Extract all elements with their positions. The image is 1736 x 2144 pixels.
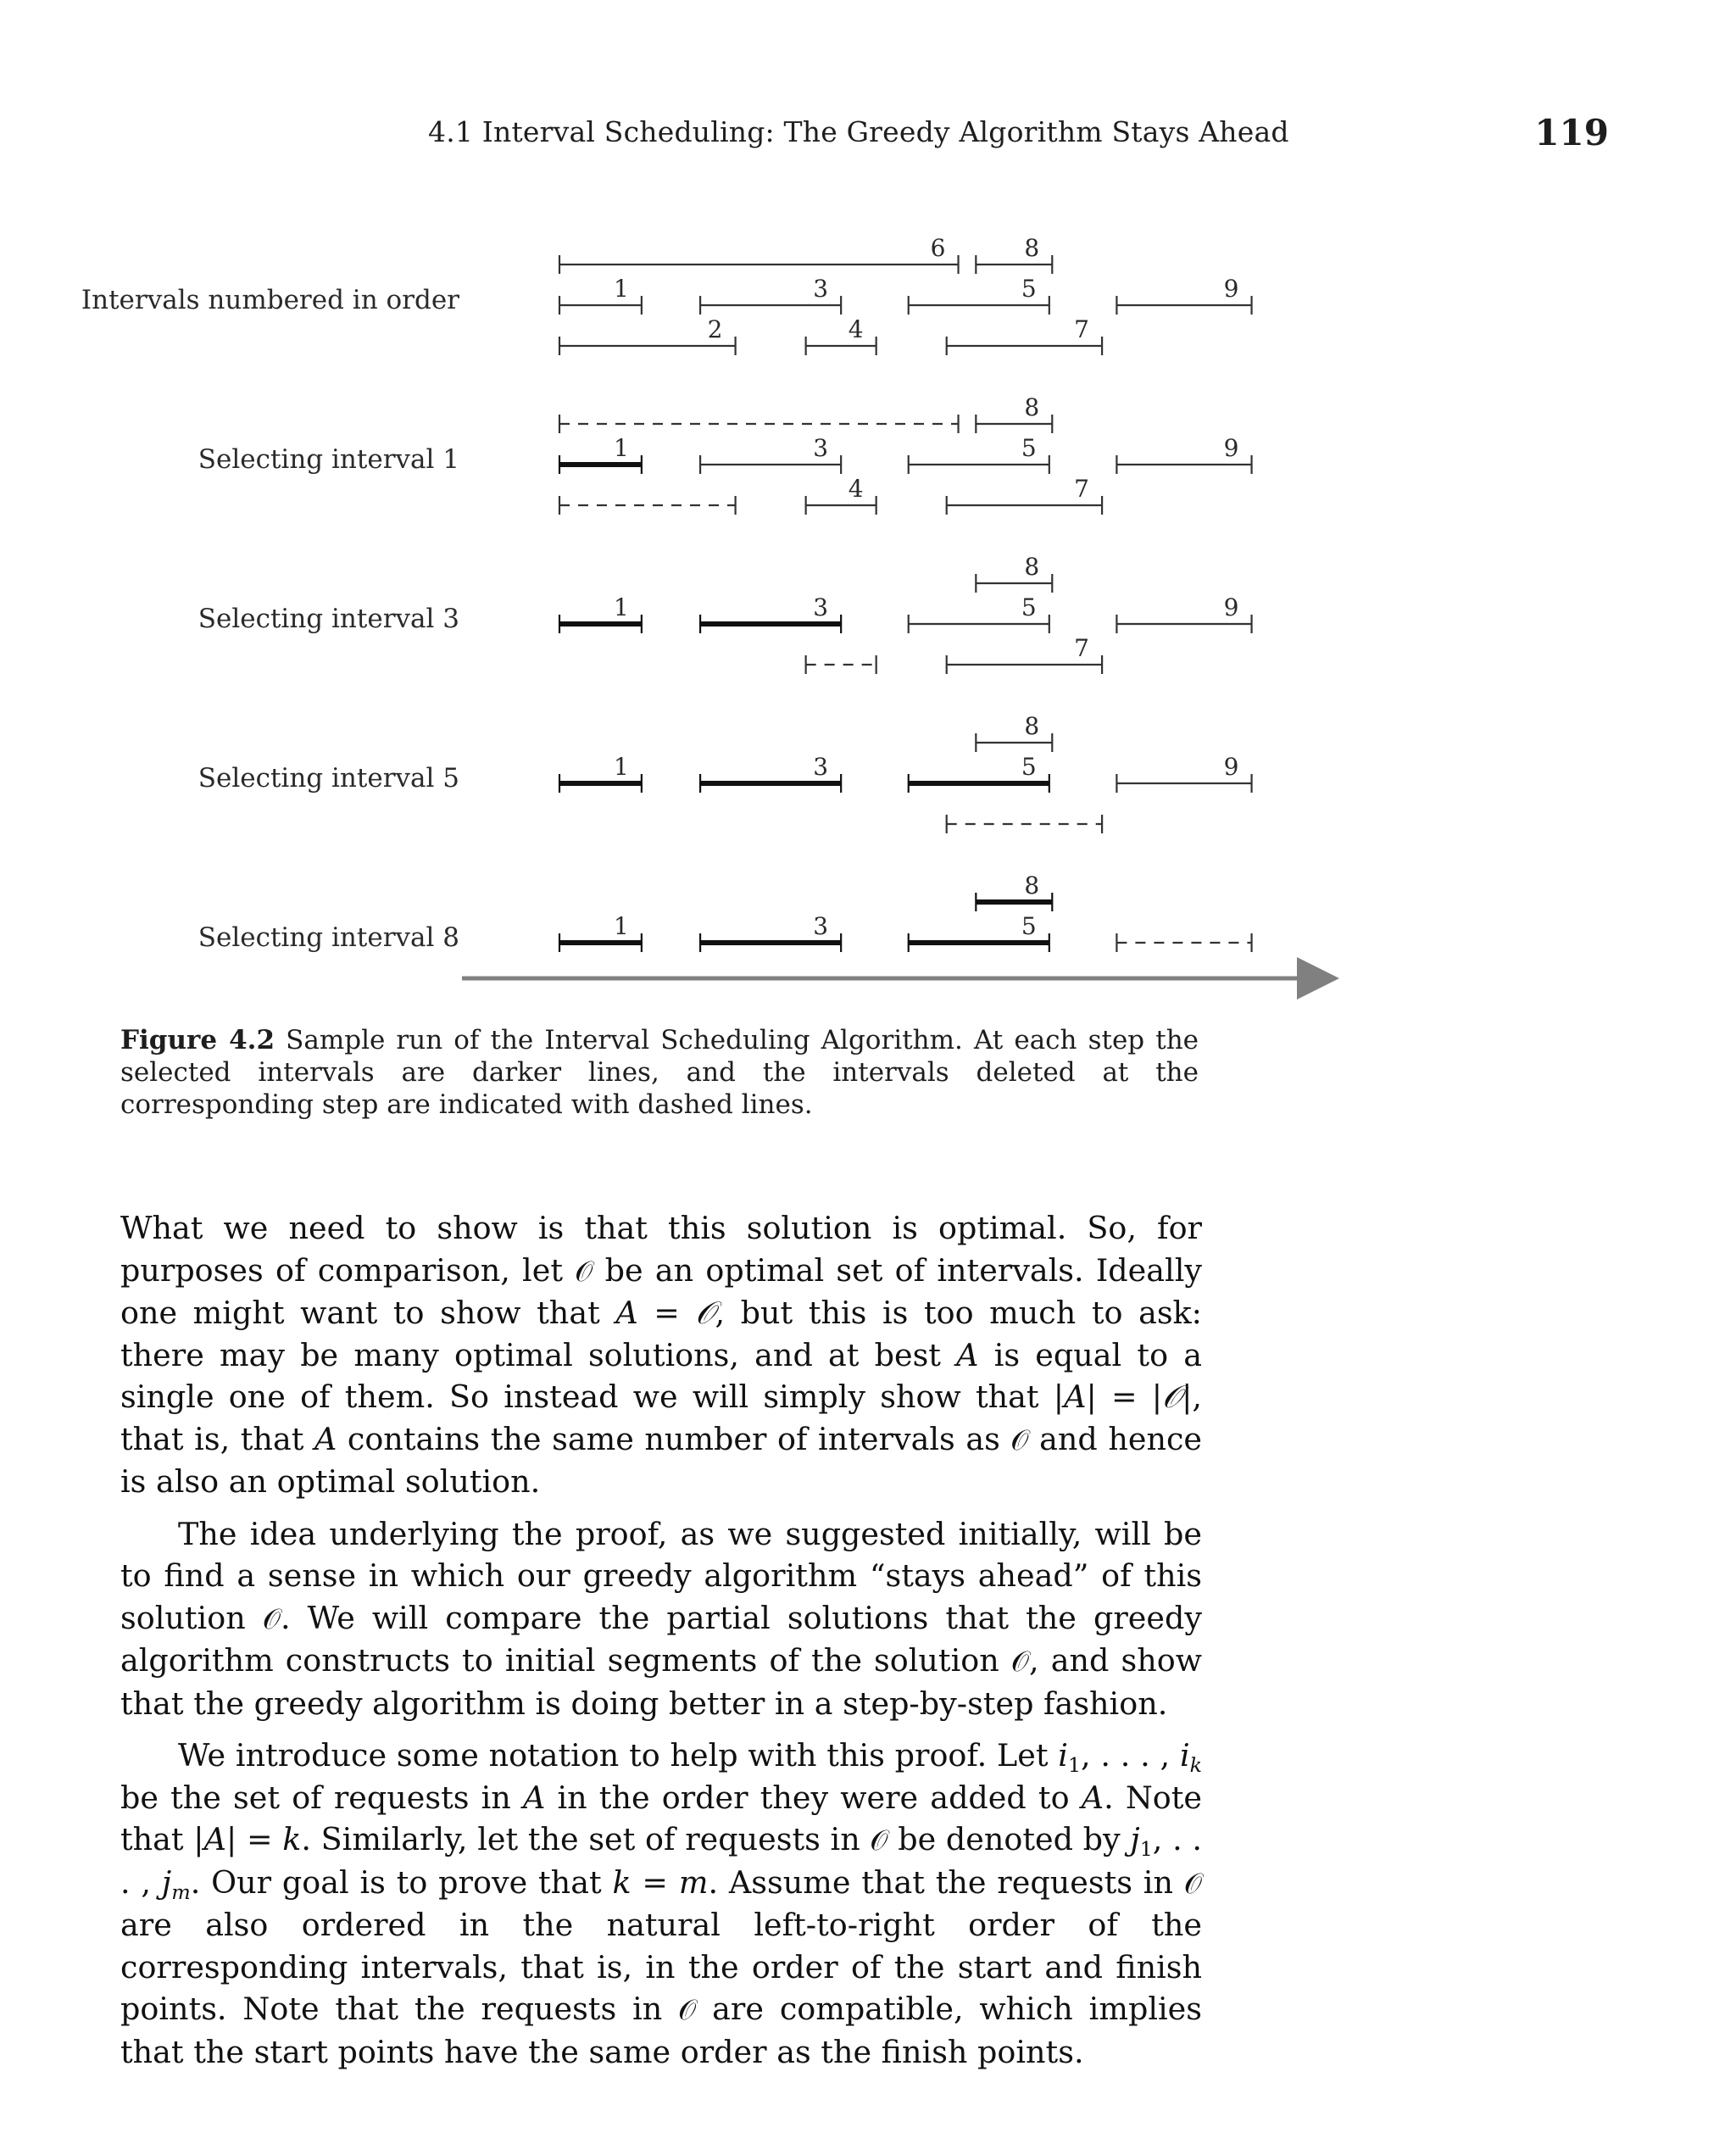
text: , . . . ,	[120, 1821, 1202, 1901]
interval-8-normal	[976, 712, 1052, 752]
paragraph-1	[120, 1207, 1202, 1503]
row-label: Selecting interval 3	[198, 604, 459, 634]
interval-9-normal	[1116, 434, 1251, 474]
math-A: A	[522, 1779, 546, 1816]
interval-4-normal	[806, 475, 876, 515]
interval-number-label: 8	[1024, 234, 1040, 262]
interval-6-normal	[559, 234, 959, 274]
subscript: k	[1189, 1753, 1202, 1778]
math-i: i	[1179, 1737, 1190, 1774]
interval-number-label: 3	[813, 753, 829, 781]
figure-caption	[120, 1024, 1199, 1121]
text: , that is, that	[120, 1378, 1202, 1457]
interval-number-label: 6	[930, 234, 946, 262]
math-O: 𝒪	[870, 1824, 888, 1857]
interval-number-label: 3	[813, 593, 829, 621]
math-j: j	[161, 1863, 172, 1901]
text: is equal to a single one of them. So instead we will simply show that	[120, 1336, 1202, 1415]
caption-label: Figure 4.2	[120, 1025, 275, 1055]
interval-number-label: 9	[1223, 275, 1239, 303]
interval-number-label: 9	[1223, 434, 1239, 462]
interval-5-normal	[909, 434, 1049, 474]
text: . Assume that the requests in	[708, 1863, 1184, 1901]
subscript: 1	[1067, 1753, 1082, 1778]
interval-deleted-dashed	[1116, 933, 1251, 952]
math-O: 𝒪	[262, 1601, 281, 1635]
interval-number-label: 5	[1021, 912, 1037, 940]
text: be denoted by	[887, 1821, 1131, 1857]
interval-number-label: 4	[848, 475, 864, 503]
interval-3-selected	[700, 593, 841, 633]
running-head: 4.1 Interval Scheduling: The Greedy Algorithm Stays Ahead	[428, 115, 1289, 148]
text: contains the same number of intervals as	[337, 1420, 1011, 1457]
interval-4-normal	[806, 315, 876, 355]
interval-deleted-dashed	[559, 496, 736, 515]
math-O: 𝒪	[1183, 1866, 1202, 1900]
math-O: 𝒪	[1010, 1423, 1029, 1456]
interval-number-label: 1	[613, 434, 629, 462]
interval-number-label: 9	[1223, 593, 1239, 621]
math-equation: A = 𝒪	[615, 1295, 715, 1331]
interval-5-selected	[909, 912, 1049, 952]
interval-1-selected	[559, 912, 642, 952]
text: We introduce some notation to help with this proof. Let	[178, 1737, 1059, 1774]
interval-number-label: 3	[813, 912, 829, 940]
page-number: 119	[1534, 112, 1609, 153]
text: be the set of requests in	[120, 1779, 523, 1816]
interval-deleted-dashed	[947, 815, 1102, 833]
row-label: Selecting interval 8	[198, 922, 459, 953]
interval-8-selected	[976, 872, 1052, 911]
text: What we need to show is that this solution is optimal. So, for purposes of comparison, let	[120, 1210, 1202, 1289]
row-label: Selecting interval 1	[198, 444, 459, 475]
math-j: j	[1130, 1821, 1140, 1857]
math-O: 𝒪	[575, 1254, 593, 1288]
math-equation: |A| = k	[193, 1821, 302, 1857]
interval-5-selected	[909, 753, 1049, 793]
math-i: i	[1058, 1737, 1068, 1774]
interval-number-label: 1	[613, 593, 629, 621]
interval-number-label: 4	[848, 315, 864, 343]
interval-5-normal	[909, 593, 1049, 633]
interval-number-label: 7	[1074, 634, 1090, 662]
text: in the order they were added to	[545, 1779, 1082, 1816]
text: . Similarly, let the set of requests in	[301, 1821, 871, 1857]
text: are also ordered in the natural left-to-right order of the corresponding intervals, that is, in the order of the start and finish points. Note that the requests in	[120, 1907, 1202, 2027]
interval-9-normal	[1116, 753, 1251, 793]
interval-number-label: 7	[1074, 315, 1090, 343]
interval-9-normal	[1116, 275, 1251, 315]
body-text	[120, 1207, 1202, 2083]
interval-8-normal	[976, 393, 1052, 433]
interval-number-label: 1	[613, 753, 629, 781]
interval-number-label: 5	[1021, 434, 1037, 462]
interval-deleted-dashed	[559, 415, 959, 433]
paragraph-2	[120, 1513, 1202, 1725]
interval-7-normal	[947, 475, 1102, 515]
text: , . . . ,	[1081, 1737, 1180, 1774]
interval-8-normal	[976, 553, 1052, 593]
row-label: Intervals numbered in order	[81, 285, 459, 315]
interval-number-label: 8	[1024, 553, 1040, 581]
interval-3-selected	[700, 753, 841, 793]
interval-scheduling-figure	[0, 0, 1736, 1017]
interval-9-normal	[1116, 593, 1251, 633]
subscript: 1	[1139, 1837, 1153, 1862]
text: are compatible, which implies that the start points have the same order as the finish points.	[120, 1991, 1202, 2070]
math-O: 𝒪	[678, 1993, 697, 2026]
interval-number-label: 2	[707, 315, 723, 343]
text: be an optimal set of intervals. Ideally one might want to show that	[120, 1251, 1202, 1331]
math-O: 𝒪	[1010, 1645, 1030, 1678]
interval-1-selected	[559, 434, 642, 474]
interval-number-label: 5	[1021, 275, 1037, 303]
interval-1-selected	[559, 593, 642, 633]
subscript: m	[171, 1879, 191, 1904]
math-equation: k = m	[612, 1863, 709, 1901]
interval-number-label: 9	[1223, 753, 1239, 781]
row-label: Selecting interval 5	[198, 763, 459, 794]
interval-number-label: 3	[813, 434, 829, 462]
interval-deleted-dashed	[806, 655, 876, 674]
math-equation: |A| = |𝒪|	[1053, 1378, 1193, 1415]
interval-number-label: 8	[1024, 393, 1040, 421]
text: . Our goal is to prove that	[190, 1863, 613, 1901]
math-A: A	[956, 1336, 979, 1373]
interval-number-label: 3	[813, 275, 829, 303]
interval-number-label: 7	[1074, 475, 1090, 503]
interval-8-normal	[976, 234, 1052, 274]
text: , and show that the greedy algorithm is doing better in a step-by-step fashion.	[120, 1642, 1202, 1722]
interval-3-selected	[700, 912, 841, 952]
text: . We will compare the partial solutions that the greedy algorithm constructs to initial segments of the solution	[120, 1599, 1202, 1679]
interval-number-label: 1	[613, 912, 629, 940]
interval-number-label: 1	[613, 275, 629, 303]
text: The idea underlying the proof, as we suggested initially, will be to find a sense in which our greedy algorithm “stays ahead” of this solution	[120, 1515, 1202, 1636]
interval-7-normal	[947, 634, 1102, 674]
interval-number-label: 5	[1021, 753, 1037, 781]
interval-number-label: 8	[1024, 872, 1040, 899]
interval-3-normal	[700, 275, 841, 315]
interval-3-normal	[700, 434, 841, 474]
interval-7-normal	[947, 315, 1102, 355]
interval-2-normal	[559, 315, 736, 355]
math-A: A	[314, 1420, 337, 1457]
text: , but this is too much to ask: there may be many optimal solutions, and at best	[120, 1295, 1202, 1373]
interval-number-label: 5	[1021, 593, 1037, 621]
interval-5-normal	[909, 275, 1049, 315]
interval-number-label: 8	[1024, 712, 1040, 740]
text: and hence is also an optimal solution.	[120, 1420, 1202, 1500]
math-A: A	[1081, 1779, 1104, 1816]
paragraph-3	[120, 1735, 1202, 2073]
caption-text: Sample run of the Interval Scheduling Algorithm. At each step the selected intervals are darker lines, and the intervals deleted at the corresponding step are indicated with dashed lines.	[120, 1025, 1199, 1120]
interval-1-normal	[559, 275, 642, 315]
interval-1-selected	[559, 753, 642, 793]
text: . Note that	[120, 1779, 1203, 1857]
